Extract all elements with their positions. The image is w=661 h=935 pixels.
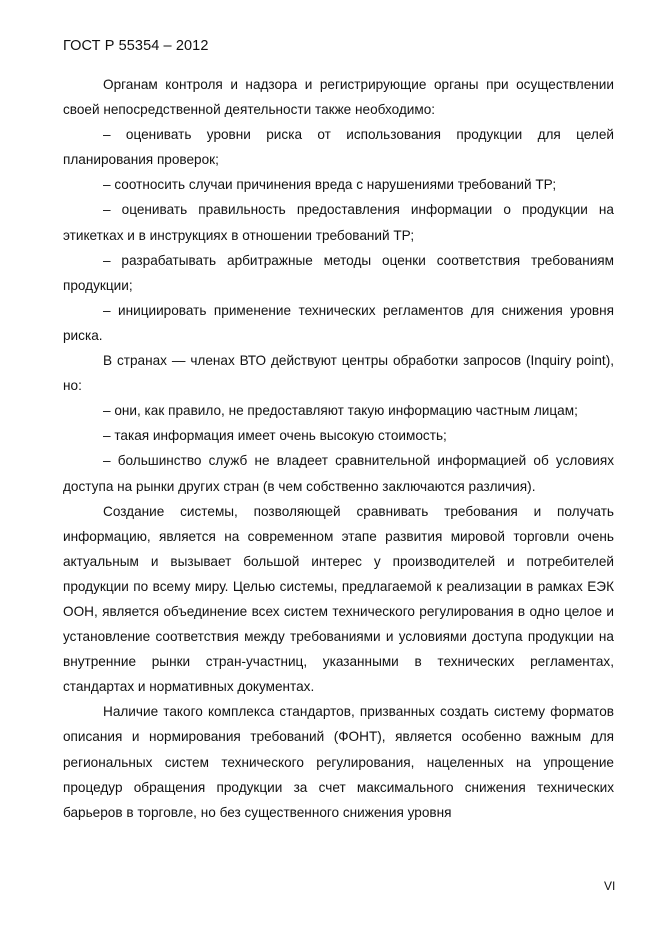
paragraph-font: Наличие такого комплекса стандартов, призванных создать систему форматов описания и нормирования требований (ФОНТ), является особенно важным для региональных систем технического регулирования, нацеленных на упрощение процедур обращения продукции за счет максимального снижения технических барьеров в торговле, но без существенного снижения уровня xyxy=(63,704,614,820)
paragraph-wto: В странах — членах ВТО действуют центры обработки запросов (Inquiry point), но: xyxy=(63,353,614,394)
list-item: – инициировать применение технических регламентов для снижения уровня риска. xyxy=(63,302,614,343)
list-item: – большинство служб не владеет сравнительной информацией об условиях доступа на рынки других стран (в чем собственно заключаются различия). xyxy=(63,453,614,494)
list-item: – оценивать уровни риска от использования продукции для целей планирования проверок; xyxy=(63,127,614,168)
page-number: VI xyxy=(604,879,616,893)
paragraph-system: Создание системы, позволяющей сравнивать требования и получать информацию, является на современном этапе развития мировой торговли очень актуальным и вызывает большой интерес у производителей и потребителей продукции по всему миру. Целью системы, предлагаемой к реализации в рамках ЕЭК ООН, является объединение всех систем технического регулирования в одно целое и установление соответствия между требованиями и условиями доступа продукции на внутренние рынки стран-участниц, указанными в технических регламентах, стандартах и нормативных документах. xyxy=(63,503,614,695)
list-item: – такая информация имеет очень высокую стоимость; xyxy=(103,428,447,444)
list-item: – они, как правило, не предоставляют такую информацию частным лицам; xyxy=(103,403,578,419)
paragraph-intro: Органам контроля и надзора и регистрирующие органы при осуществлении своей непосредственной деятельности также необходимо: xyxy=(63,77,614,118)
document-header: ГОСТ Р 55354 – 2012 xyxy=(63,38,209,54)
list-item: – соотносить случаи причинения вреда с нарушениями требований ТР; xyxy=(103,177,557,193)
list-item: – разрабатывать арбитражные методы оценки соответствия требованиям продукции; xyxy=(63,252,614,293)
document-body xyxy=(63,72,614,825)
list-item: – оценивать правильность предоставления информации о продукции на этикетках и в инструкциях в отношении требований ТР; xyxy=(63,202,614,243)
